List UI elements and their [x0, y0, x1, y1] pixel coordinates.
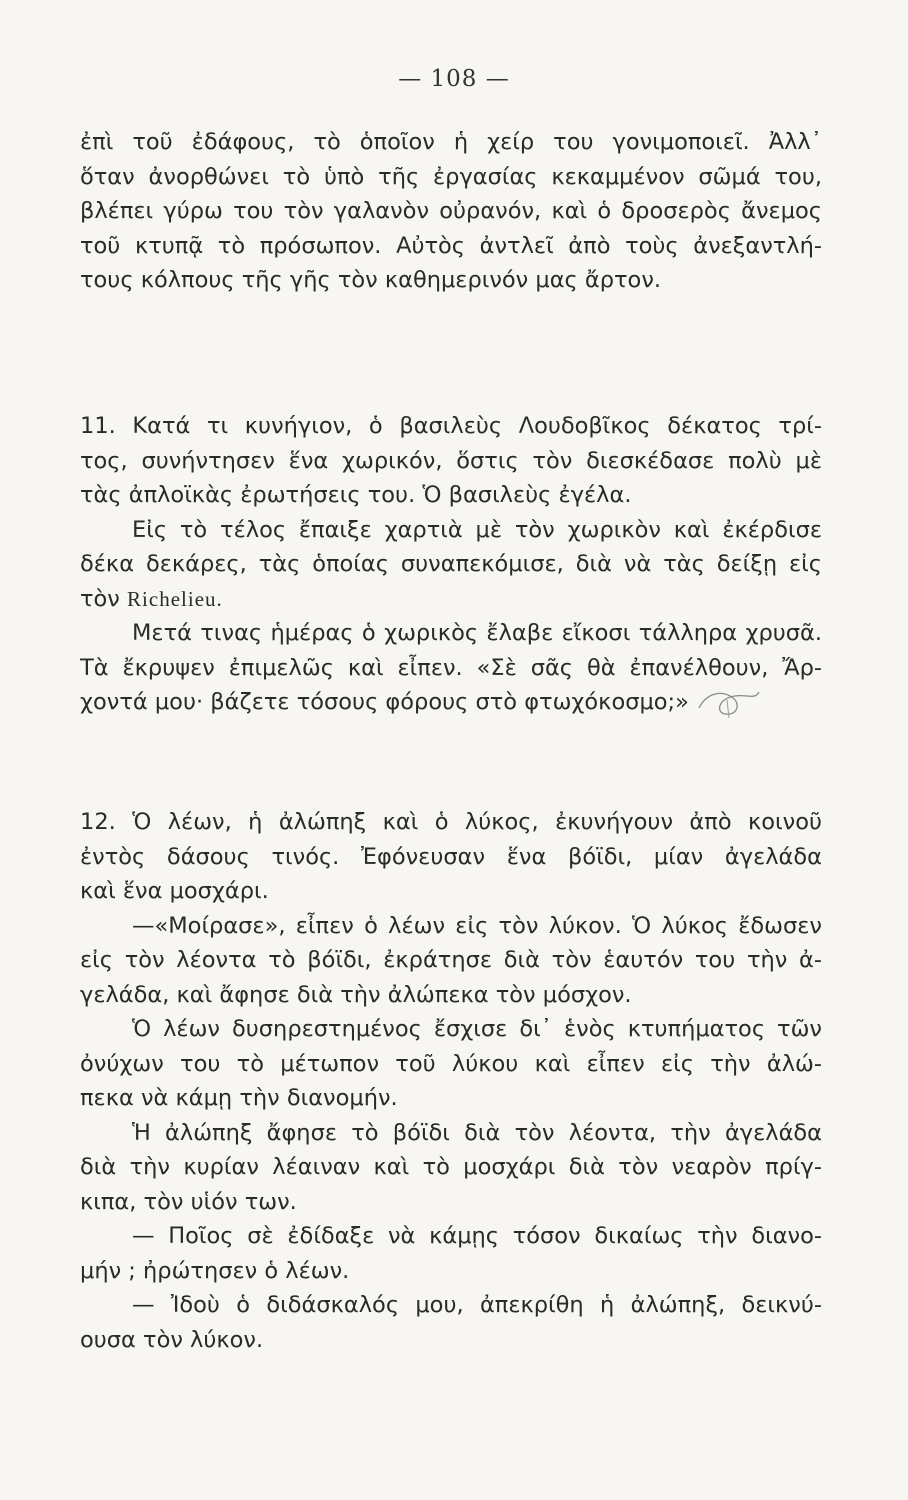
text-line: τὸν	[80, 585, 120, 612]
text-line: εἰς τὸν λέοντα τὸ βόϊδι, ἐκράτησε διὰ τὸν ἑαυτόν του τὴν ἀ-	[80, 947, 822, 973]
text-line: τὰς ἀπλοϊκὰς ἐρωτήσεις του. Ὁ βασιλεὺς ἐγέλα.	[80, 482, 632, 508]
latin-name: Richelieu.	[127, 586, 223, 611]
text-line: ὀνύχων του τὸ μέτωπον τοῦ λύκου καὶ εἶπεν εἰς τὴν ἀλώ-	[80, 1050, 822, 1077]
text-line: μήν ; ἠρώτησεν ὁ λέων.	[80, 1257, 350, 1284]
text-line: ἐπὶ τοῦ ἐδάφους, τὸ ὁποῖον ἡ χείρ του γονιμοποιεῖ. Ἀλλ᾽	[80, 129, 822, 155]
text-line: καὶ ἕνα μοσχάρι.	[80, 878, 269, 904]
text-line: δέκα δεκάρες, τὰς ὁποίας συναπεκόμισε, διὰ νὰ τὰς δείξῃ εἰς	[80, 551, 822, 577]
text-line: Μετά τινας ἡμέρας ὁ χωρικὸς ἔλαβε εἴκοσι τάλληρα χρυσᾶ.	[132, 620, 822, 646]
text-line: Τὰ ἔκρυψεν ἐπιμελῶς καὶ εἶπεν. «Σὲ σᾶς θὰ ἐπανέλθουν, Ἄρ-	[80, 654, 822, 681]
text-line: χοντά μου· βάζετε τόσους φόρους στὸ φτωχόκοσμο;»	[80, 689, 689, 715]
text-line: Ὁ λέων δυσηρεστημένος ἔσχισε δι᾽ ἑνὸς κτυπήματος τῶν	[132, 1016, 822, 1042]
text-line: ουσα τὸν λύκον.	[80, 1326, 264, 1353]
text-line: Ἡ ἀλώπηξ ἄφησε τὸ βόϊδι διὰ τὸν λέοντα, τὴν ἀγελάδα	[132, 1119, 822, 1146]
handwritten-scribble-mark	[693, 686, 763, 720]
text-line: πεκα νὰ κάμῃ τὴν διανομήν.	[80, 1085, 398, 1111]
story-12	[80, 805, 822, 1357]
text-line: κιπα, τὸν υἱόν των.	[80, 1188, 297, 1215]
text-line: — Ἰδοὺ ὁ διδάσκαλός μου, ἀπεκρίθη ἡ ἀλώπηξ, δεικνύ-	[132, 1292, 822, 1318]
text-line-with-mark	[80, 685, 822, 720]
text-line: βλέπει γύρω του τὸν γαλανὸν οὐρανόν, καὶ ὁ δροσερὸς ἄνεμος	[80, 198, 822, 224]
text-line: γελάδα, καὶ ἄφησε διὰ τὴν ἀλώπεκα τὸν μόσχον.	[80, 981, 632, 1008]
intro-paragraph	[80, 125, 822, 298]
text-line: 11. Κατά τι κυνήγιον, ὁ βασιλεὺς Λουδοβῖκος δέκατος τρί-	[80, 413, 822, 439]
text-line: — Ποῖος σὲ ἐδίδαξε νὰ κάμῃς τόσον δικαίως τὴν διανο-	[132, 1223, 822, 1249]
text-line: Εἰς τὸ τέλος ἔπαιξε χαρτιὰ μὲ τὸν χωρικὸν καὶ ἐκέρδισε	[132, 516, 822, 543]
text-line: διὰ τὴν κυρίαν λέαιναν καὶ τὸ μοσχάρι διὰ τὸν νεαρὸν πρίγ-	[80, 1154, 822, 1180]
story-11	[80, 409, 822, 720]
text-line: 12. Ὁ λέων, ἡ ἀλώπηξ καὶ ὁ λύκος, ἐκυνήγουν ἀπὸ κοινοῦ	[80, 809, 822, 835]
text-line-with-name	[80, 582, 822, 617]
text-line: ὅταν ἀνορθώνει τὸ ὑπὸ τῆς ἐργασίας κεκαμμένον σῶμά του,	[80, 163, 822, 190]
page-number: — 108 —	[398, 66, 510, 92]
text-line: τοῦ κτυπᾷ τὸ πρόσωπον. Αὐτὸς ἀντλεῖ ἀπὸ τοὺς ἀνεξαντλή-	[80, 232, 822, 259]
text-line: —«Μοίρασε», εἶπεν ὁ λέων εἰς τὸν λύκον. Ὁ λύκος ἔδωσεν	[132, 912, 822, 939]
text-line: τος, συνήντησεν ἕνα χωρικόν, ὅστις τὸν διεσκέδασε πολὺ μὲ	[80, 447, 822, 474]
text-line: τους κόλπους τῆς γῆς τὸν καθημερινόν μας ἄρτον.	[80, 267, 662, 293]
text-line: ἐντὸς δάσους τινός. Ἐφόνευσαν ἕνα βόϊδι, μίαν ἀγελάδα	[80, 843, 822, 870]
